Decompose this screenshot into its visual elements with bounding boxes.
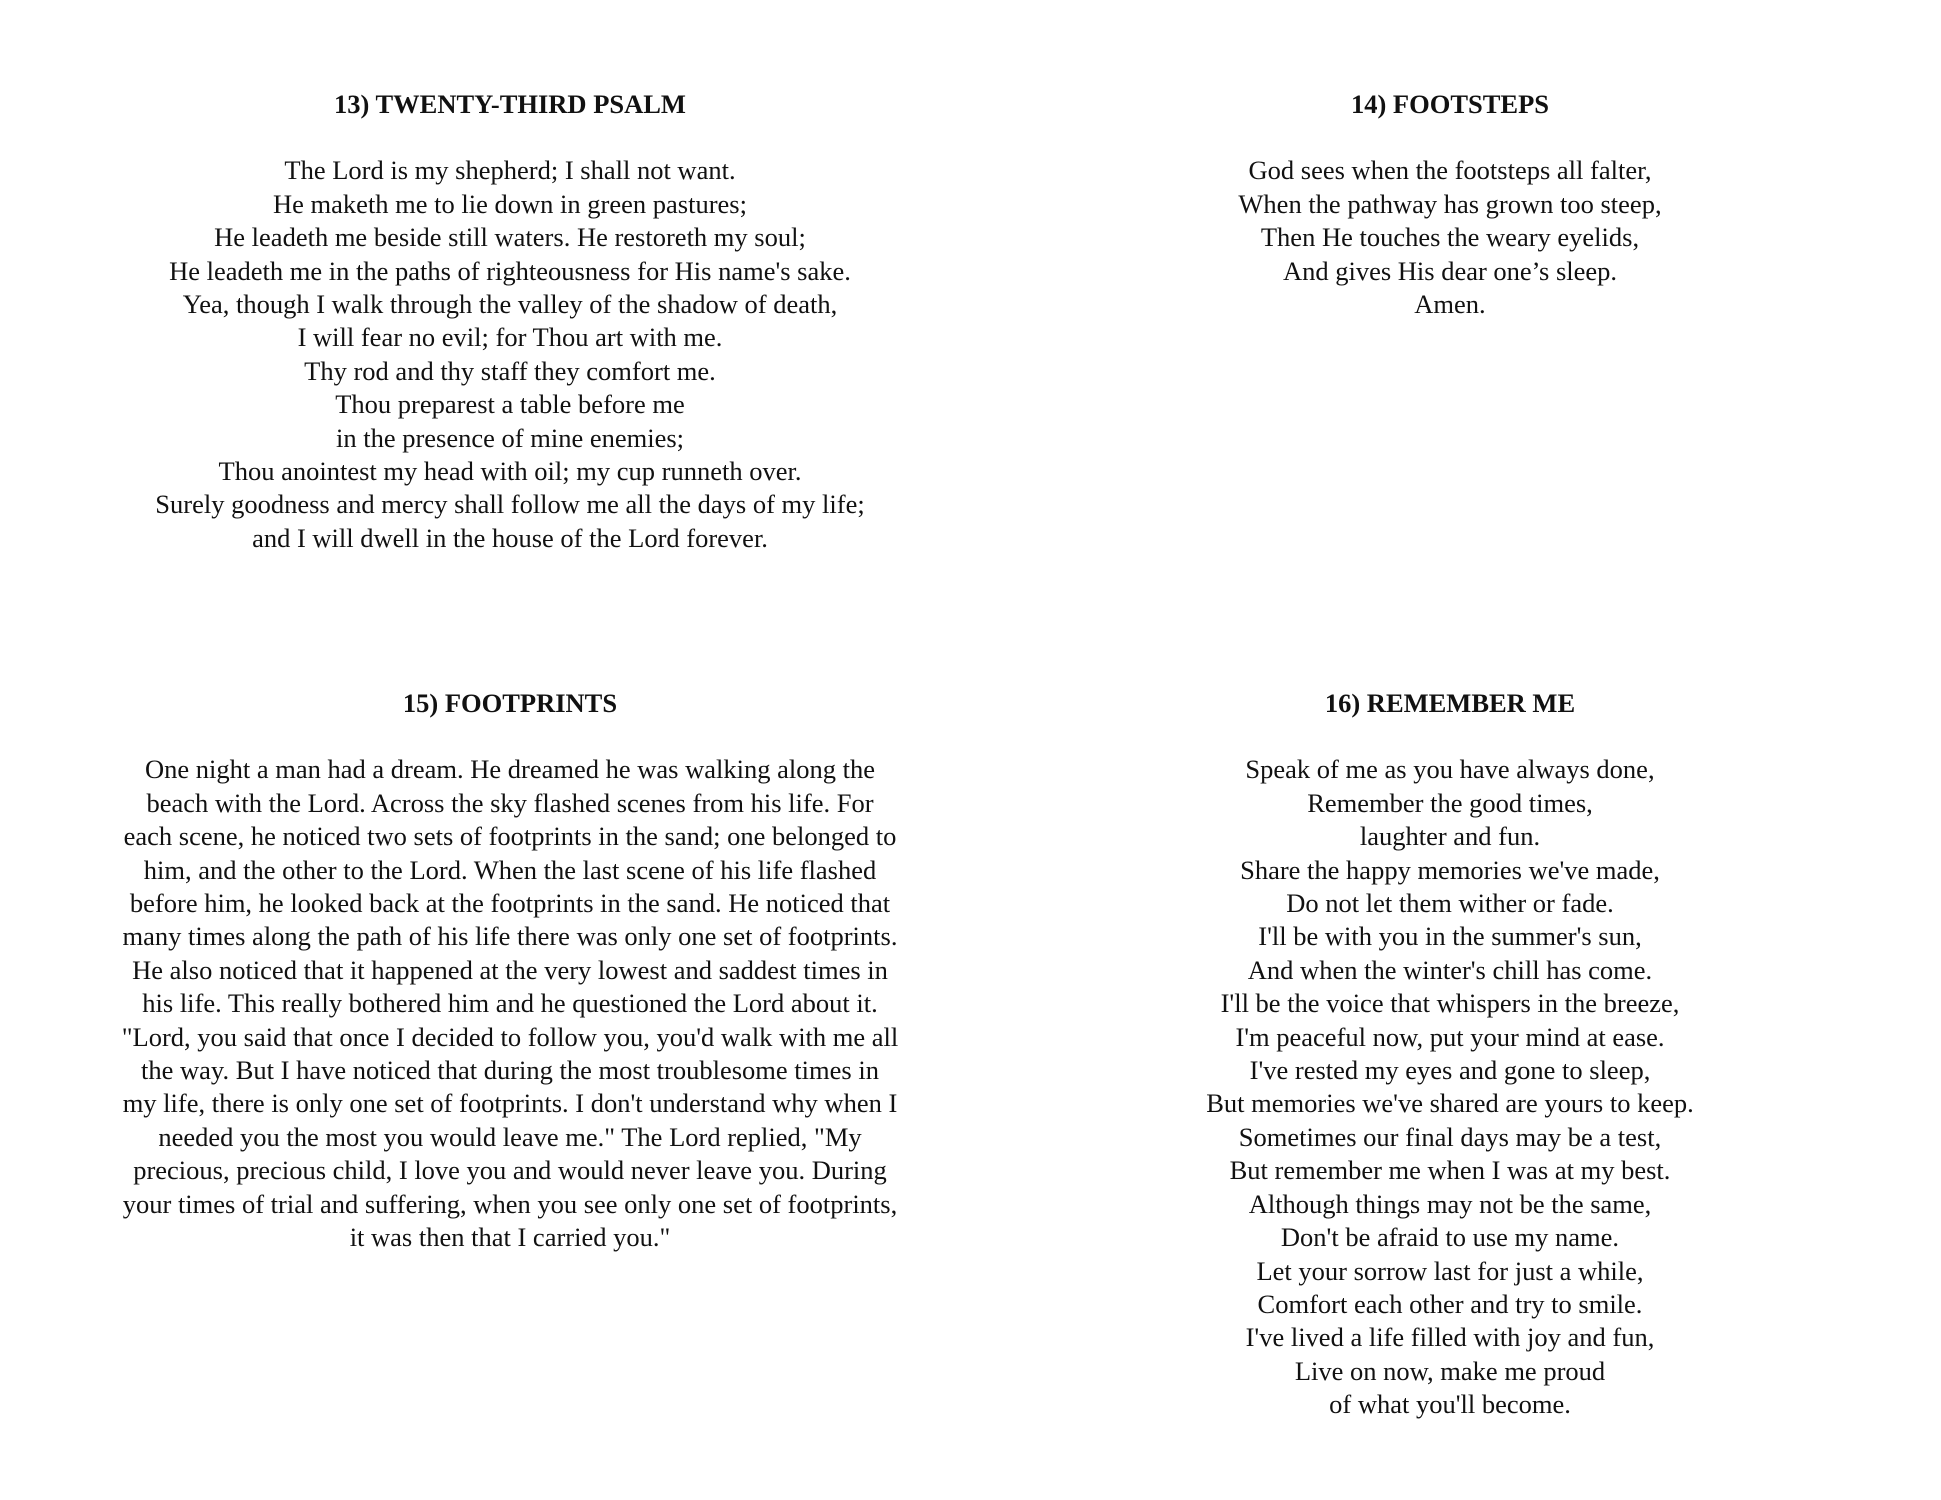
section-title: 15) FOOTPRINTS [402,688,618,718]
text-line: Do not let them wither or fade. [1286,888,1614,919]
text-line: "Lord, you said that once I decided to follow you, you'd walk with me all [121,1021,899,1052]
text-line: And gives His dear one’s sleep. [1282,255,1618,286]
text-line: laughter and fun. [1359,821,1541,852]
text-line: He leadeth me beside still waters. He restoreth my soul; [214,222,806,253]
text-line: Amen. [1414,289,1486,320]
text-line: my life, there is only one set of footprints. I don't understand why when I [122,1088,898,1119]
section-body [1000,154,1900,321]
text-line: Thou preparest a table before me [335,389,685,420]
text-line: I'll be with you in the summer's sun, [1258,921,1642,952]
text-line: I will fear no evil; for Thou art with me. [297,322,723,353]
text-line: Remember the good times, [1307,787,1593,818]
text-line: it was then that I carried you." [349,1222,671,1253]
text-line: his life. This really bothered him and he questioned the Lord about it. [142,988,878,1019]
text-line: Speak of me as you have always done, [1245,754,1655,785]
text-line: And when the winter's chill has come. [1247,954,1653,985]
text-line: Then He touches the weary eyelids, [1260,222,1640,253]
section-title: 16) REMEMBER ME [1324,688,1576,718]
text-line: each scene, he noticed two sets of footprints in the sand; one belonged to [123,821,897,852]
text-line: and I will dwell in the house of the Lord forever. [252,522,768,553]
section-body [1000,753,1900,1421]
text-line: Sometimes our final days may be a test, [1238,1121,1662,1152]
text-line: Thou anointest my head with oil; my cup runneth over. [218,456,802,487]
section-title: 14) FOOTSTEPS [1350,89,1550,119]
text-line: the way. But I have noticed that during the most troublesome times in [141,1055,879,1086]
section-footsteps [1000,88,1900,321]
section-remember-me [1000,687,1900,1422]
text-line: I'm peaceful now, put your mind at ease. [1235,1021,1665,1052]
text-line: He also noticed that it happened at the very lowest and saddest times in [132,954,888,985]
text-line: Live on now, make me proud [1294,1355,1606,1386]
text-line: before him, he looked back at the footprints in the sand. He noticed that [129,888,891,919]
text-line: I've rested my eyes and gone to sleep, [1249,1055,1651,1086]
section-twenty-third-psalm [70,88,950,555]
text-line: in the presence of mine enemies; [335,422,685,453]
text-line: I've lived a life filled with joy and fun, [1245,1322,1655,1353]
text-line: When the pathway has grown too steep, [1238,188,1662,219]
text-line: your times of trial and suffering, when you see only one set of footprints, [122,1188,898,1219]
text-line: Don't be afraid to use my name. [1280,1222,1620,1253]
text-line: him, and the other to the Lord. When the last scene of his life flashed [143,854,877,885]
text-line: precious, precious child, I love you and would never leave you. During [133,1155,887,1186]
text-line: He leadeth me in the paths of righteousness for His name's sake. [169,255,851,286]
text-line: needed you the most you would leave me." The Lord replied, "My [158,1121,862,1152]
text-line: But remember me when I was at my best. [1229,1155,1671,1186]
text-line: Surely goodness and mercy shall follow me all the days of my life; [155,489,865,520]
text-line: Comfort each other and try to smile. [1257,1288,1643,1319]
text-line: But memories we've shared are yours to keep. [1206,1088,1694,1119]
text-line: many times along the path of his life there was only one set of footprints. [122,921,898,952]
section-footprints [60,687,960,1255]
text-line: I'll be the voice that whispers in the breeze, [1220,988,1680,1019]
text-line: Thy rod and thy staff they comfort me. [304,355,716,386]
text-line: The Lord is my shepherd; I shall not want. [284,155,736,186]
section-body [70,154,950,555]
text-line: beach with the Lord. Across the sky flashed scenes from his life. For [146,787,874,818]
text-line: Let your sorrow last for just a while, [1256,1255,1644,1286]
text-line: One night a man had a dream. He dreamed he was walking along the [145,754,875,785]
section-title: 13) TWENTY-THIRD PSALM [334,89,686,119]
text-line: Share the happy memories we've made, [1240,854,1660,885]
text-line: He maketh me to lie down in green pastures; [273,188,747,219]
section-body [60,753,960,1254]
text-line: God sees when the footsteps all falter, [1248,155,1652,186]
text-line: Yea, though I walk through the valley of the shadow of death, [182,289,838,320]
text-line: Although things may not be the same, [1248,1188,1652,1219]
text-line: of what you'll become. [1329,1389,1571,1420]
